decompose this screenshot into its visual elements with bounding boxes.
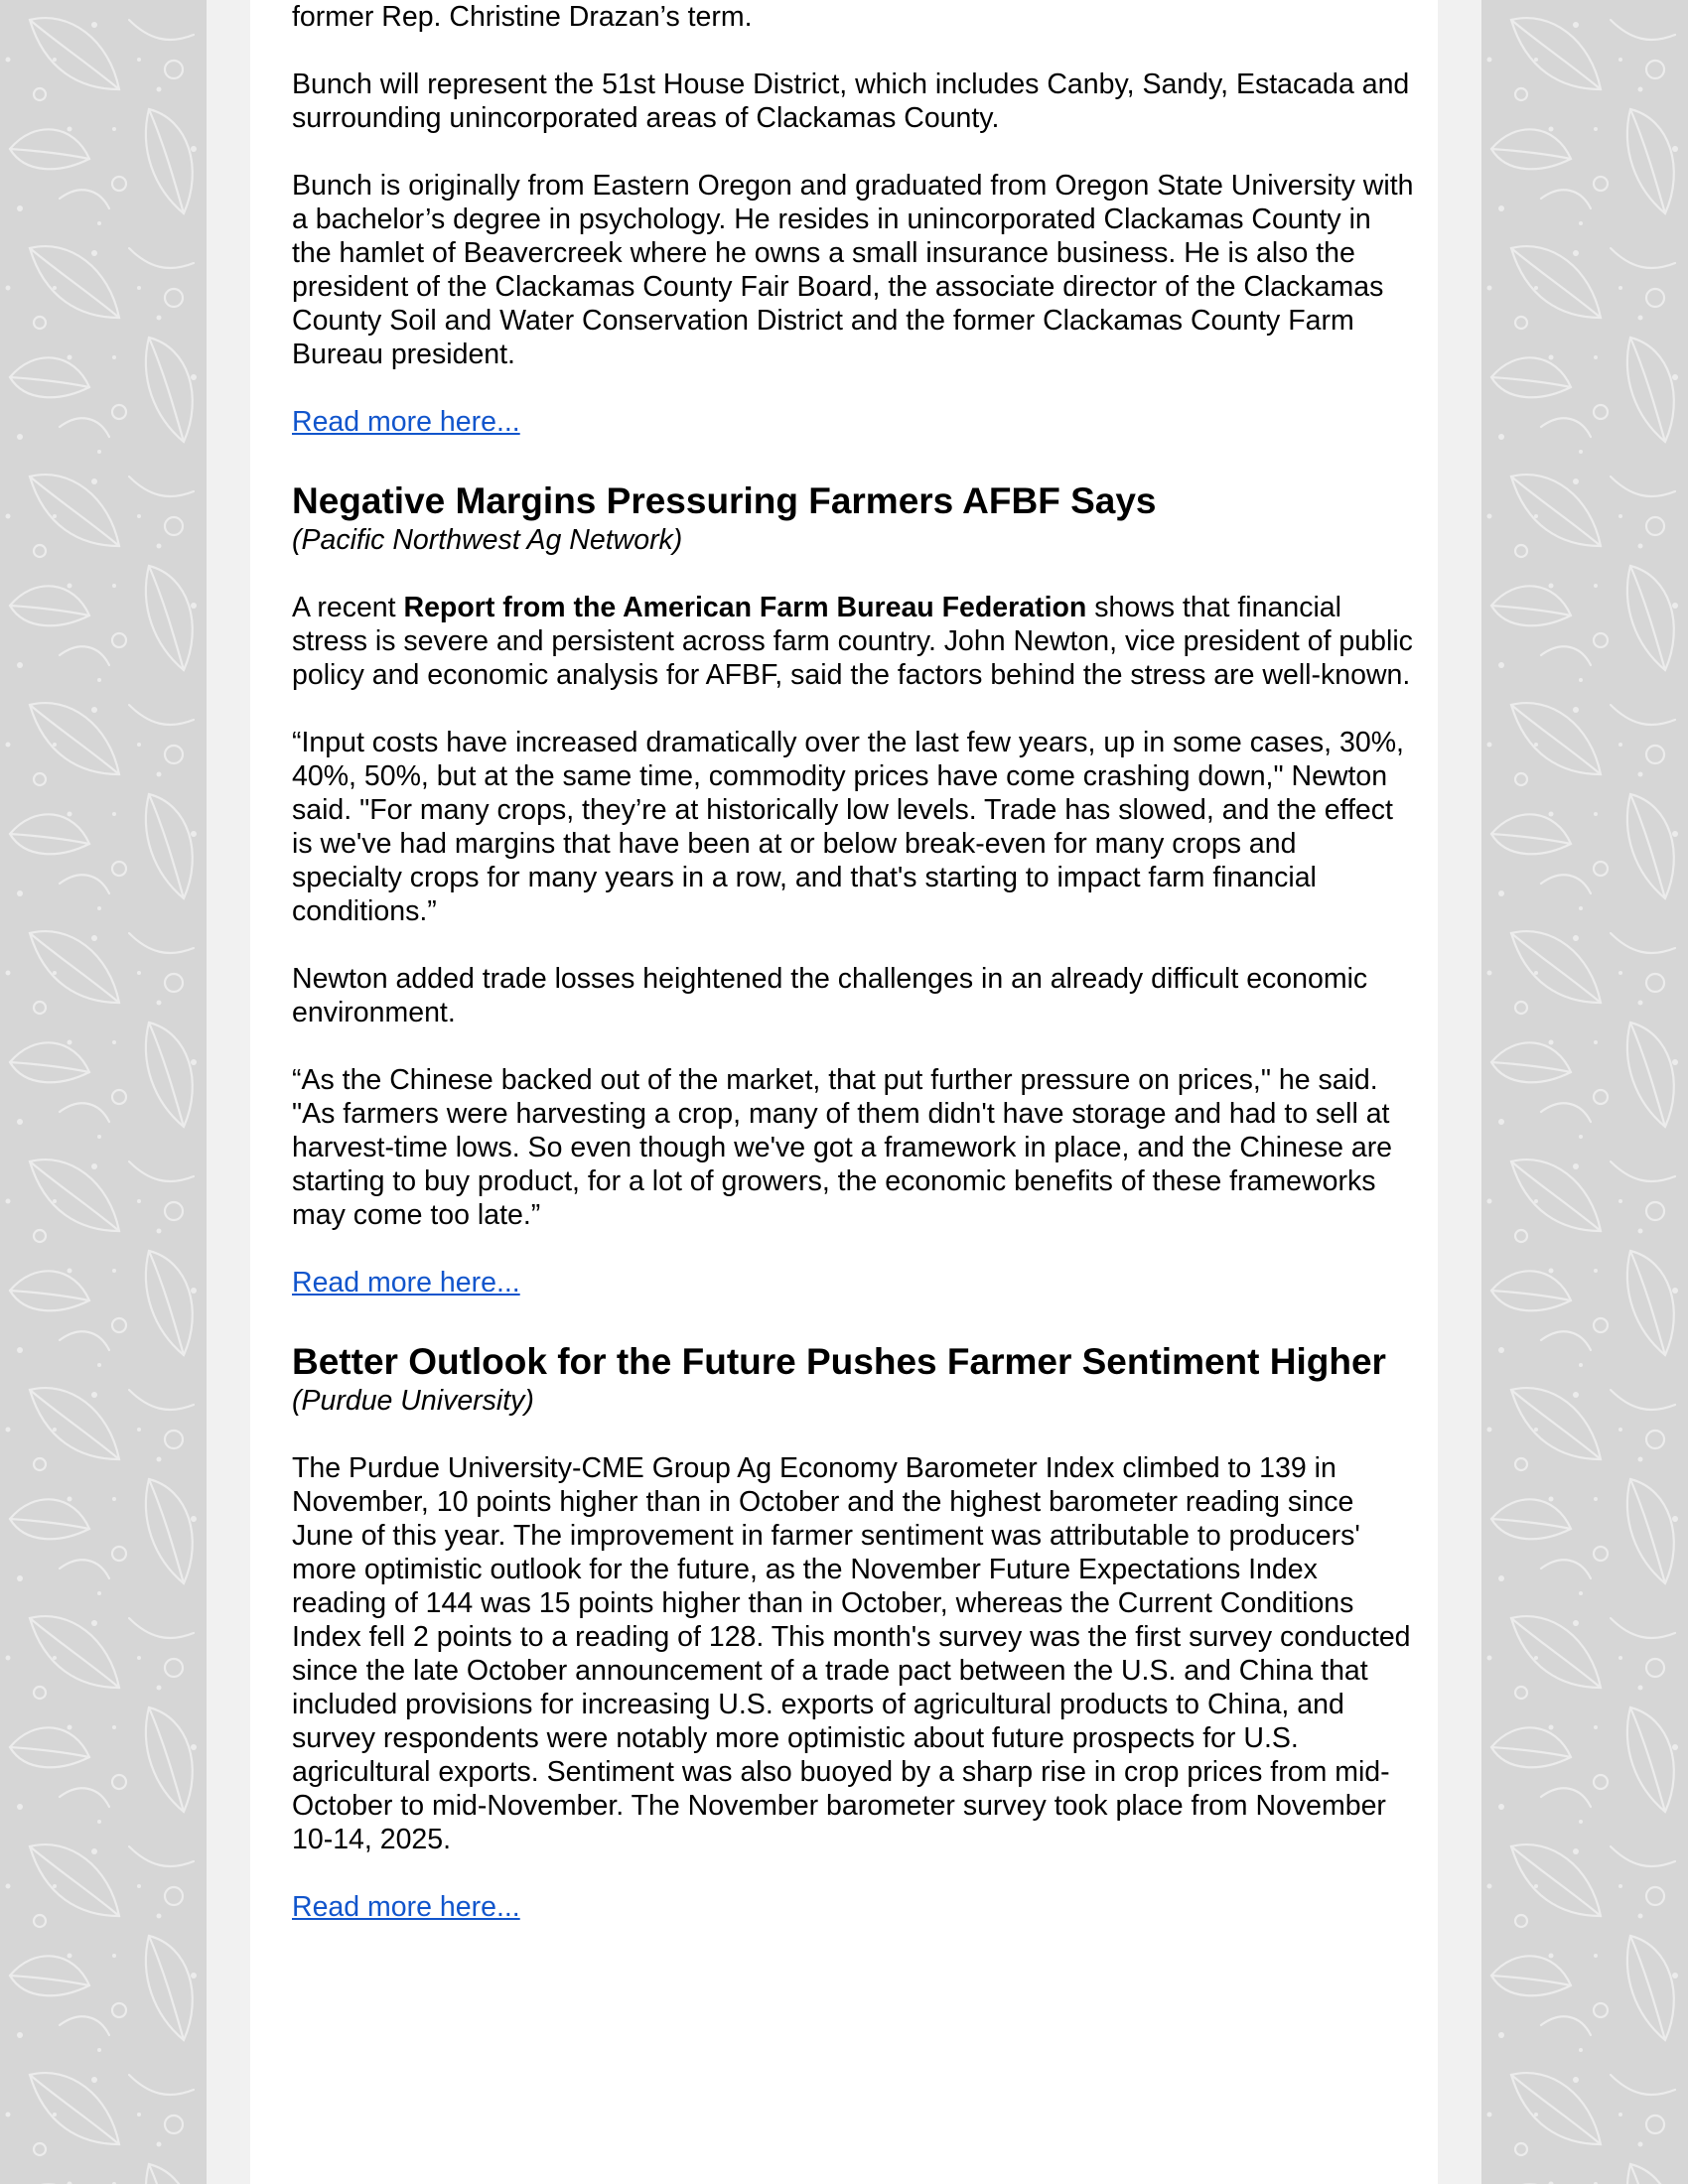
report-title: Report from the American Farm Bureau Federation [403, 592, 1087, 623]
article-source: (Purdue University) [292, 1385, 534, 1417]
margin-gutter-left [207, 0, 250, 2184]
article-bunch-appointment [292, 0, 1414, 439]
article-paragraph: A recent Report from the American Farm Bureau Federation shows that financial stress is severe and persistent across farm country. John Newton, vice president of public policy and economic analysis for AFBF, said the factors behind the stress are well-known. [292, 592, 1413, 691]
article-quote-paragraph: “As the Chinese backed out of the market, that put further pressure on prices," he said. "As farmers were harvesting a crop, many of them didn't have storage and had to sell at harvest-time lows. So even though we've got a framework in place, and the Chinese are starting to buy product, for a lot of growers, the economic benefits of these frameworks may come too late.” [292, 1064, 1393, 1231]
article-continued-text: former Rep. Christine Drazan’s term. [292, 1, 753, 33]
read-more-link[interactable]: Read more here... [292, 1267, 520, 1298]
read-more-link[interactable]: Read more here... [292, 406, 520, 438]
article-negative-margins [292, 478, 1414, 1299]
article-paragraph: The Purdue University-CME Group Ag Economy Barometer Index climbed to 139 in November, 10 points higher than in October and the highest barometer reading since June of this year. The improvement in farmer sentiment was attributable to producers' more optimistic outlook for the future, as the November Future Expectations Index reading of 144 was 15 points higher than in October, whereas the Current Conditions Index fell 2 points to a reading of 128. This month's survey was the first survey conducted since the late October announcement of a trade pact between the U.S. and China that included provisions for increasing U.S. exports of agricultural products to China, and survey respondents were notably more optimistic about future prospects for U.S. agricultural exports. Sentiment was also buoyed by a sharp rise in crop prices from mid-October to mid-November. The November barometer survey took place from November 10-14, 2025. [292, 1452, 1411, 1855]
margin-gutter-right [1438, 0, 1481, 2184]
article-headline: Better Outlook for the Future Pushes Farmer Sentiment Higher [292, 1341, 1386, 1382]
newsletter-content [292, 0, 1414, 1924]
article-headline: Negative Margins Pressuring Farmers AFBF Says [292, 480, 1157, 521]
article-paragraph: Bunch is originally from Eastern Oregon and graduated from Oregon State University with a bachelor’s degree in psychology. He resides in unincorporated Clackamas County in the hamlet of Beavercreek where he owns a small insurance business. He is also the president of the Clackamas County Fair Board, the associate director of the Clackamas County Soil and Water Conservation District and the former Clackamas County Farm Bureau president. [292, 170, 1414, 370]
article-source: (Pacific Northwest Ag Network) [292, 524, 683, 556]
article-paragraph: Newton added trade losses heightened the challenges in an already difficult economic environment. [292, 963, 1368, 1028]
read-more-link[interactable]: Read more here... [292, 1891, 520, 1923]
article-farmer-sentiment [292, 1339, 1414, 1924]
article-paragraph: Bunch will represent the 51st House District, which includes Canby, Sandy, Estacada and surrounding unincorporated areas of Clackamas County. [292, 68, 1410, 134]
article-quote-paragraph: “Input costs have increased dramatically over the last few years, up in some cases, 30%, 40%, 50%, but at the same time, commodity prices have come crashing down," Newton said. "For many crops, they’re at historically low levels. Trade has slowed, and the effect is we've had margins that have been at or below break-even for many crops and specialty crops for many years in a row, and that's starting to impact farm financial conditions.” [292, 727, 1404, 927]
decorative-leaf-pattern-right [1481, 0, 1688, 2184]
decorative-leaf-pattern-left [0, 0, 207, 2184]
